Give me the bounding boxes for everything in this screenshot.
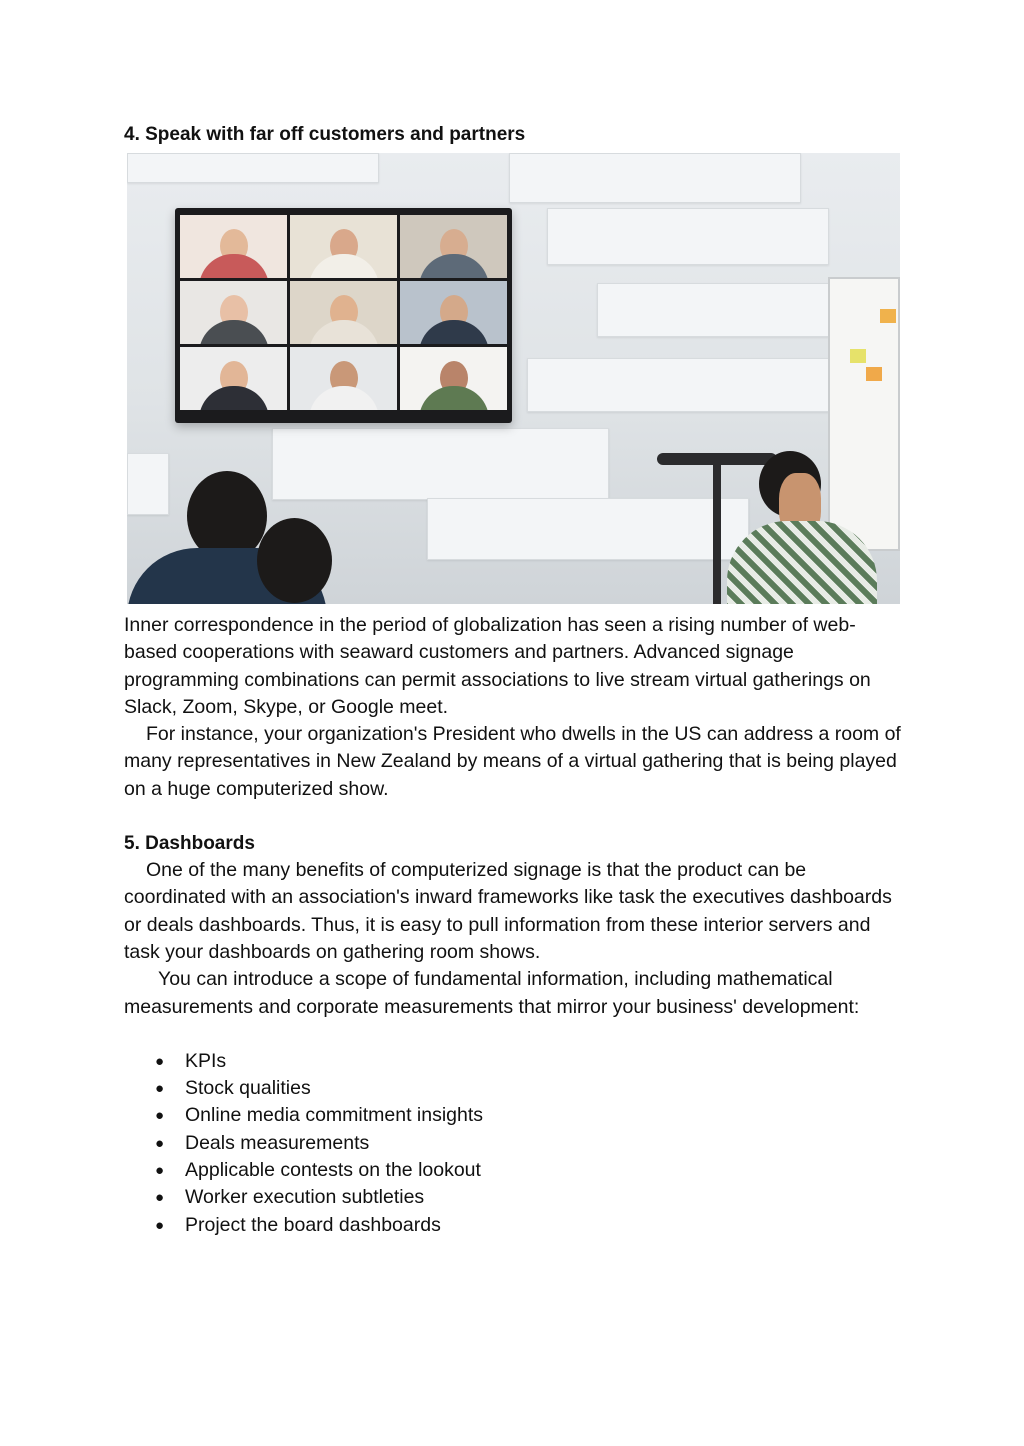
section-heading-speak: 4. Speak with far off customers and partners xyxy=(124,124,526,145)
bullet-icon: ● xyxy=(155,1189,165,1207)
bullet-icon: ● xyxy=(155,1052,165,1070)
section-heading-dashboards: 5. Dashboards xyxy=(124,833,255,855)
list-item: ● KPIs xyxy=(124,1048,904,1075)
list-item: ● Project the board dashboards xyxy=(124,1212,904,1239)
bullet-icon: ● xyxy=(155,1216,165,1234)
paragraph-globalization: Inner correspondence in the period of globalization has seen a rising number of web-based cooperations with seaward customers and partners. Advanced signage programming combinations can permit associations to live stream virtual gatherings on Slack, Zoom, Skype, or Google meet. xyxy=(124,614,871,718)
list-item: ● Applicable contests on the lookout xyxy=(124,1157,904,1184)
bullet-icon: ● xyxy=(155,1162,165,1180)
bullet-icon: ● xyxy=(155,1107,165,1125)
whiteboard xyxy=(828,277,900,551)
video-conference-photo xyxy=(127,153,900,604)
document-page xyxy=(124,121,904,1239)
bullet-icon: ● xyxy=(155,1134,165,1152)
paragraph-fundamental-info: You can introduce a scope of fundamental information, including mathematical measurements and corporate measurements that mirror your business' development: xyxy=(124,968,860,1018)
wall-display xyxy=(175,208,512,423)
list-item: ● Stock qualities xyxy=(124,1075,904,1102)
metrics-bullet-list xyxy=(124,1048,904,1239)
list-item: ● Worker execution subtleties xyxy=(124,1184,904,1211)
list-item: ● Deals measurements xyxy=(124,1130,904,1157)
bullet-icon: ● xyxy=(155,1080,165,1098)
paragraph-president-example: For instance, your organization's President who dwells in the US can address a room of many representatives in New Zealand by means of a virtual gathering that is being played on a huge computerized show. xyxy=(124,723,901,800)
paragraph-signage-benefits: One of the many benefits of computerized signage is that the product can be coordinated with an association's inward frameworks like task the executives dashboards or deals dashboards. Thus, it is easy to pull information from these interior servers and task your dashboards on gathering room shows. xyxy=(124,859,892,963)
list-item: ● Online media commitment insights xyxy=(124,1102,904,1129)
